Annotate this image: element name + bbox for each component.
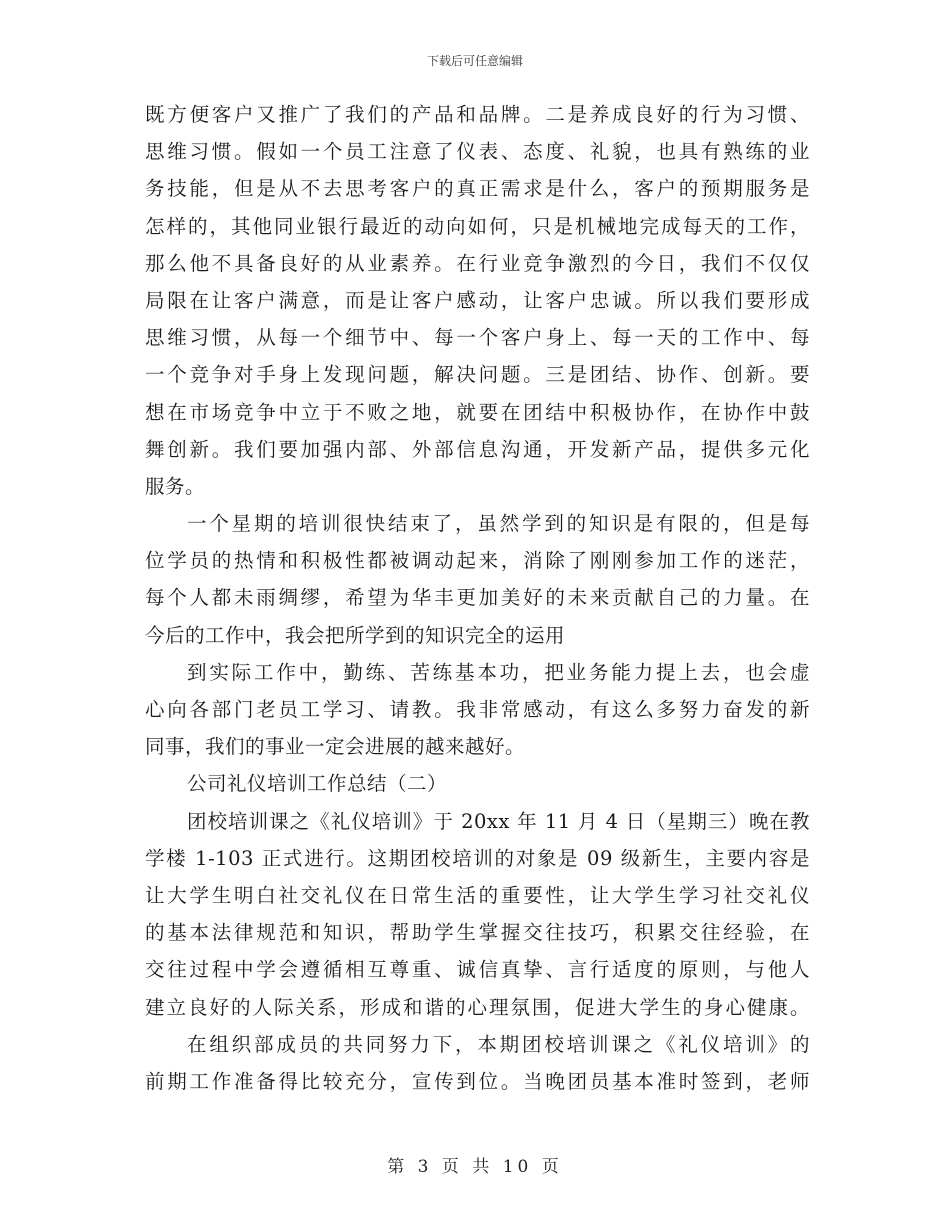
text-line: 服务。: [145, 474, 206, 498]
text-line: 心向各部门老员工学习、请教。我非常感动，有这么多努力奋发的新: [145, 698, 810, 721]
document-body: [145, 96, 810, 1100]
page-footer: 第 3 页 共 10 页: [387, 1157, 563, 1177]
text-line: 前期工作准备得比较充分，宣传到位。当晚团员基本准时签到，老师: [145, 1069, 810, 1093]
text-line: 建立良好的人际关系，形成和谐的心理氛围，促进大学生的身心健康。: [145, 995, 810, 1019]
text-line: 学楼 1-103 正式进行。这期团校培训的对象是 09 级新生，主要内容是: [145, 846, 810, 870]
text-line: 公司礼仪培训工作总结（二）: [187, 772, 448, 796]
text-line: 想在市场竞争中立于不败之地，就要在团结中积极协作，在协作中鼓: [145, 400, 810, 424]
text-line: 到实际工作中，勤练、苦练基本功，把业务能力提上去，也会虚: [187, 660, 810, 684]
text-line: 同事，我们的事业一定会进展的越来越好。: [145, 735, 526, 759]
page-header: 下载后可任意编辑: [426, 54, 523, 68]
text-line: 思维习惯。假如一个员工注意了仪表、态度、礼貌，也具有熟练的业: [145, 140, 810, 164]
text-line: 每个人都未雨绸缪，希望为华丰更加美好的未来贡献自己的力量。在: [145, 586, 810, 610]
text-line: 在组织部成员的共同努力下，本期团校培训课之《礼仪培训》的: [187, 1032, 810, 1056]
text-line: 局限在让客户满意，而是让客户感动，让客户忠诚。所以我们要形成: [145, 288, 810, 312]
text-line: 思维习惯，从每一个细节中、每一个客户身上、每一天的工作中、每: [145, 326, 810, 350]
text-line: 的基本法律规范和知识，帮助学生掌握交往技巧，积累交往经验，在: [145, 921, 810, 945]
text-line: 位学员的热情和积极性都被调动起来，消除了刚刚参加工作的迷茫，: [145, 549, 810, 573]
text-line: 团校培训课之《礼仪培训》于 20xx 年 11 月 4 日（星期三）晚在教: [187, 809, 810, 833]
text-line: 一个竞争对手身上发现问题，解决问题。三是团结、协作、创新。要: [145, 363, 810, 387]
text-line: 今后的工作中，我会把所学到的知识完全的运用: [145, 623, 566, 647]
text-line: 交往过程中学会遵循相互尊重、诚信真挚、言行适度的原则，与他人: [145, 958, 810, 982]
text-line: 怎样的，其他同业银行最近的动向如何，只是机械地完成每天的工作，: [145, 214, 810, 238]
text-line: 一个星期的培训很快结束了，虽然学到的知识是有限的，但是每: [187, 512, 810, 536]
text-line: 那么他不具备良好的从业素养。在行业竞争激烈的今日，我们不仅仅: [145, 251, 810, 275]
text-line: 让大学生明白社交礼仪在日常生活的重要性，让大学生学习社交礼仪: [145, 883, 810, 907]
text-line: 务技能，但是从不去思考客户的真正需求是什么，客户的预期服务是: [145, 177, 810, 201]
text-line: 舞创新。我们要加强内部、外部信息沟通，开发新产品，提供多元化: [145, 437, 810, 461]
text-line: 既方便客户又推广了我们的产品和品牌。二是养成良好的行为习惯、: [145, 103, 810, 126]
